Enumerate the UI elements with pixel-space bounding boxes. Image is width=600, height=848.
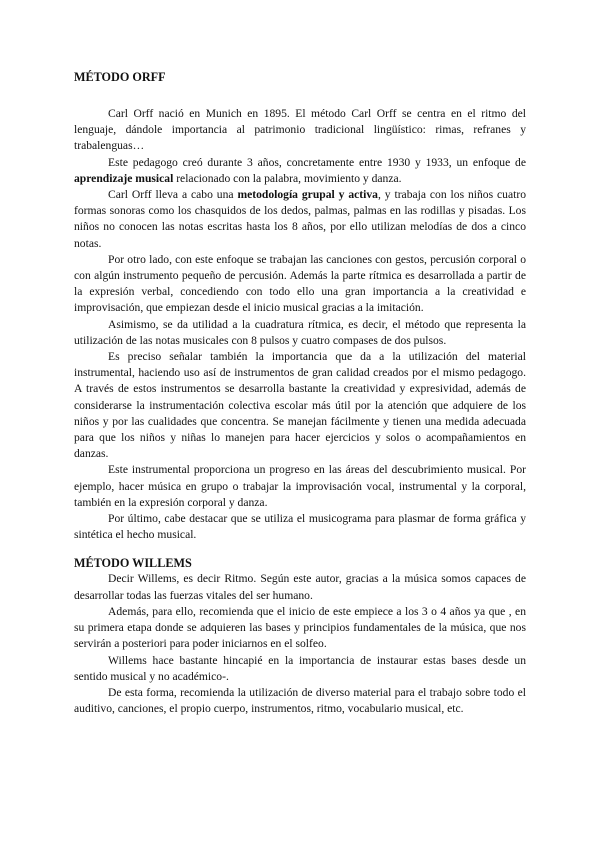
- bold-text-run: aprendizaje musical: [74, 171, 174, 185]
- text-run: Además, para ello, recomienda que el inicio de este empiece a los 3 o 4 años ya que , en su primera etapa donde se adquieren las bases y principios fundamentales de la música, que nos servirán a posteriori para poder iniciarnos en el solfeo.: [74, 604, 526, 651]
- text-run: Este pedagogo creó durante 3 años, concretamente entre 1930 y 1933, un enfoque de: [108, 155, 526, 169]
- text-run: De esta forma, recomienda la utilización de diverso material para el trabajo sobre todo el auditivo, canciones, el propio cuerpo, instrumentos, ritmo, vocabulario musical, etc.: [74, 685, 526, 716]
- text-run: Decir Willems, es decir Ritmo. Según este autor, gracias a la música somos capaces de desarrollar todas las fuerzas vitales del ser humano.: [74, 572, 526, 602]
- text-run: Este instrumental proporciona un progreso en las áreas del descubrimiento musical. Por ejemplo, hacer música en grupo o trabajar la improvisación vocal, instrumental y la corporal, también en la expresión corporal y danza.: [74, 463, 526, 509]
- text-run: , y trabaja con los niños cuatro formas sonoras como los chasquidos de los dedos, palmas, palmas en las rodillas y pisadas. Los niños no conocen las notas escritas hasta los 8 años, por ello utilizan melodías de dos a cinco notas.: [74, 188, 526, 250]
- section-title-orff: MÉTODO ORFF: [74, 70, 166, 84]
- paragraph: [74, 462, 526, 511]
- paragraph: [74, 653, 526, 685]
- paragraph: [74, 317, 526, 349]
- bold-text-run: metodología grupal y activa: [237, 188, 378, 202]
- paragraph: [74, 155, 526, 187]
- text-run: Carl Orff lleva a cabo una: [108, 188, 238, 202]
- paragraph: [74, 571, 526, 603]
- text-run: relacionado con la palabra, movimiento y danza.: [173, 171, 402, 185]
- text-run: Por último, cabe destacar que se utiliza el musicograma para plasmar de forma gráfica y sintética el hecho musical.: [74, 512, 526, 542]
- paragraph: [74, 604, 526, 653]
- paragraph: [74, 187, 526, 252]
- section-title-willems: MÉTODO WILLEMS: [74, 556, 192, 571]
- text-run: Asimismo, se da utilidad a la cuadratura rítmica, es decir, el método que representa la utilización de las notas musicales con 8 pulsos y cuatro compases de dos pulsos.: [74, 317, 526, 347]
- paragraph: [74, 106, 526, 155]
- paragraph: [74, 685, 526, 717]
- paragraph: [74, 349, 526, 462]
- text-run: Por otro lado, con este enfoque se trabajan las canciones con gestos, percusión corporal o con algún instrumento pequeño de percusión. Además la parte rítmica es desarrollada a partir de la expresión verbal, concediendo con todo ello una gran importancia a la creatividad e improvisación, que empiezan desde el inicio musical gracias a la imitación.: [74, 252, 526, 315]
- text-run: Es preciso señalar también la importancia que da a la utilización del material instrumental, haciendo uso así de instrumentos de gran calidad creados por el mismo pedagogo. A través de estos instrumentos se desarrolla bastante la creatividad y expresividad, además de considerarse la instrumentación colectiva escolar más útil por la atención que adquiere de los niños y por las cualidades que concentra. Se manejan fácilmente y tienen una medida adecuada para que los niños y niñas lo manejen para hacer ejercicios y solos o acompañamientos en danzas.: [74, 350, 526, 461]
- paragraph: [74, 511, 526, 543]
- text-run: Willems hace bastante hincapié en la importancia de instaurar estas bases desde un sentido musical y no académico-.: [74, 653, 526, 683]
- text-run: Carl Orff nació en Munich en 1895. El método Carl Orff se centra en el ritmo del lenguaje, dándole importancia al patrimonio tradicional lingüístico: rimas, refranes y trabalenguas…: [74, 107, 526, 153]
- paragraph: [74, 252, 526, 317]
